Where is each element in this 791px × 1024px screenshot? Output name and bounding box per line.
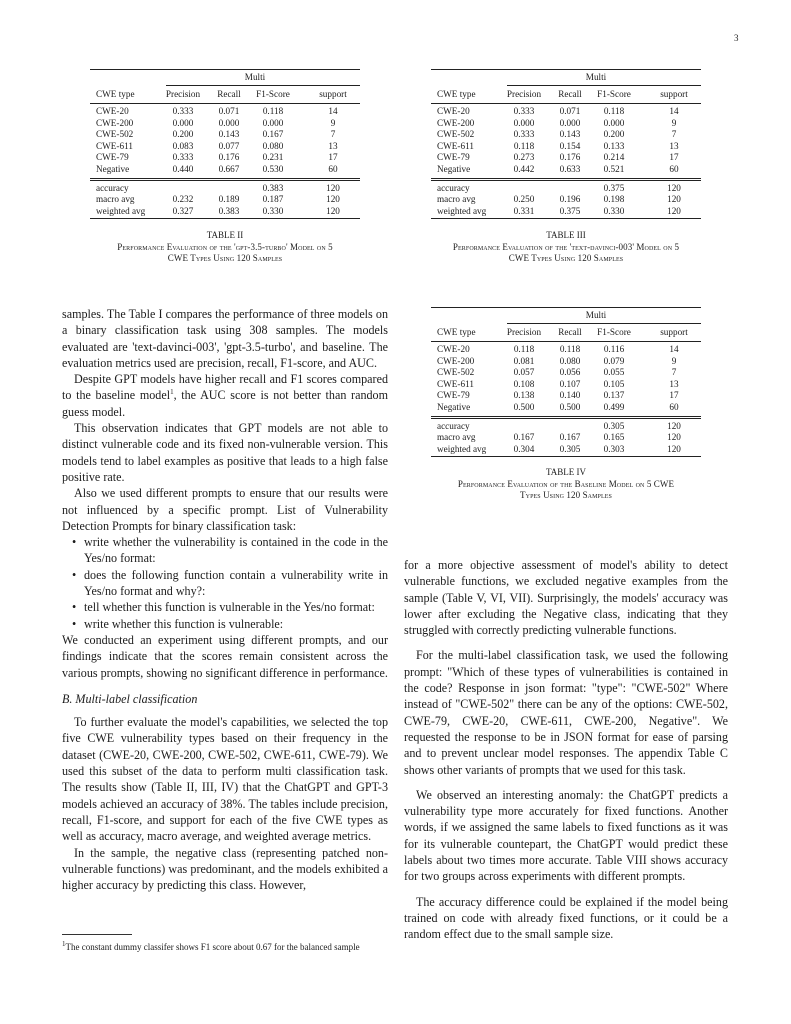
table-cell: 0.187 — [262, 194, 284, 205]
table-cell: 0.000 — [513, 117, 535, 128]
table-cell: 0.167 — [262, 129, 284, 140]
list-item: • write whether the vulnerability is contained in the code in the Yes/no format: — [84, 534, 388, 567]
paragraph: Also we used different prompts to ensure that our results were not influenced by a specific prompt. List of Vulnerability Detection Prompts for binary classification task: — [62, 486, 388, 533]
table-cell: 0.530 — [262, 164, 284, 174]
table-cell: 0.499 — [603, 402, 625, 412]
column-group-header: Multi — [585, 310, 607, 320]
table-cell: 0.080 — [262, 140, 284, 151]
caption-number: TABLE IV — [545, 467, 587, 477]
table-cell: Recall — [558, 327, 582, 337]
table-row — [431, 356, 701, 368]
table-header-row — [90, 89, 360, 101]
table-cell: 0.143 — [218, 129, 240, 140]
table-cell: 0.305 — [559, 443, 581, 454]
table-cell: 17 — [328, 152, 338, 163]
table-cell: Precision — [165, 89, 201, 99]
table-cell: 120 — [667, 420, 681, 431]
table-cell: 0.303 — [603, 443, 625, 454]
row-label: CWE-200 — [437, 355, 475, 366]
table-cell: 0.138 — [513, 390, 535, 401]
row-label: CWE-502 — [96, 129, 134, 140]
table-cell: 0.057 — [513, 367, 535, 378]
row-label: CWE-611 — [437, 140, 474, 151]
paragraph: For the multi-label classification task, we used the following prompt: "Which of these types of vulnerabilities is contained in the code? Response in json format: "type": "CWE-502" Where instead of "CWE-502" there can be any of the options: CWE-502, CWE-79, CWE-20, CWE-611, CWE-200, Negative". We requested the response to be in JSON format for ease of parsing and to prevent unclear model responses. The appendix Table C shows other variants of prompts that we used for this task. — [404, 648, 728, 777]
table-cell: 0.333 — [513, 106, 535, 116]
summary-row — [431, 194, 701, 206]
summary-rule — [431, 180, 701, 181]
table-bottom-rule — [90, 218, 360, 219]
table-header-row — [431, 327, 701, 339]
table-cell: 120 — [326, 205, 340, 216]
table-ii-caption — [60, 230, 390, 265]
table-cell: 0.250 — [513, 194, 535, 205]
prompt-list — [62, 534, 388, 632]
table-iii-caption — [401, 230, 731, 265]
table-cell: 60 — [328, 164, 338, 174]
row-label: CWE-200 — [96, 117, 134, 128]
paragraph: The accuracy difference could be explained if the model being trained on code with already fixed functions, or it could be a random effect due to the small sample size. — [404, 894, 728, 942]
table-cell: 0.143 — [559, 129, 581, 140]
summary-row — [431, 432, 701, 444]
table-cell: 0.330 — [603, 205, 625, 216]
table-cell: 0.333 — [172, 152, 194, 163]
table-cell: Recall — [558, 89, 582, 99]
table-cell: 0.333 — [513, 129, 535, 140]
group-rule — [507, 85, 701, 86]
table-cell: 0.327 — [172, 205, 194, 216]
row-label: CWE-79 — [437, 152, 470, 163]
table-cell: 0.081 — [513, 355, 535, 366]
table-row — [90, 152, 360, 164]
summary-row — [431, 421, 701, 433]
table-cell: 0.442 — [513, 164, 535, 174]
table-cell: 0.077 — [218, 140, 240, 151]
table-row — [90, 141, 360, 153]
summary-row — [90, 194, 360, 206]
table-cell: 0.056 — [559, 367, 581, 378]
table-cell: 120 — [326, 194, 340, 205]
row-label: CWE type — [96, 89, 135, 99]
table-cell: 0.383 — [262, 182, 284, 193]
row-label: macro avg — [437, 194, 476, 205]
table-row — [90, 106, 360, 118]
table-iii — [431, 69, 701, 224]
table-cell: 0.200 — [603, 129, 625, 140]
table-cell: 0.118 — [513, 140, 535, 151]
table-cell: 17 — [669, 390, 679, 401]
table-cell: 0.176 — [218, 152, 240, 163]
table-cell: 120 — [667, 182, 681, 193]
table-cell: 0.167 — [559, 432, 581, 443]
table-cell: 0.083 — [172, 140, 194, 151]
paragraph: In the sample, the negative class (representing patched non-vulnerable functions) was predominant, and the models exhibited a higher accuracy by predicting this class. However, — [62, 845, 388, 893]
table-cell: F1-Score — [597, 327, 631, 337]
table-top-rule — [431, 69, 701, 70]
table-row — [431, 129, 701, 141]
table-row — [431, 118, 701, 130]
table-cell: 0.071 — [559, 106, 581, 116]
table-cell: 0.118 — [513, 344, 535, 354]
table-cell: 0.116 — [603, 344, 625, 354]
table-cell: 0.167 — [513, 432, 535, 443]
table-top-rule — [90, 69, 360, 70]
caption-number: TABLE II — [206, 230, 244, 240]
table-cell: 120 — [326, 182, 340, 193]
table-cell: 0.331 — [513, 205, 535, 216]
summary-row — [431, 444, 701, 456]
table-cell: 0.000 — [172, 117, 194, 128]
table-cell: 0.330 — [262, 205, 284, 216]
table-cell: 0.071 — [218, 106, 240, 116]
summary-rule — [90, 178, 360, 179]
table-cell: 0.107 — [559, 378, 581, 389]
table-iv — [431, 307, 701, 462]
header-rule — [431, 341, 701, 342]
group-rule — [166, 85, 360, 86]
row-label: macro avg — [437, 432, 476, 443]
table-cell: 13 — [328, 140, 338, 151]
paragraph: We conducted an experiment using different prompts, and our findings indicate that the scores remain consistent across the various prompts, showing no significant difference in performance. — [62, 632, 388, 680]
table-header-row — [431, 89, 701, 101]
table-cell: 14 — [328, 106, 338, 116]
summary-row — [431, 206, 701, 218]
table-cell: 0.079 — [603, 355, 625, 366]
table-cell: 9 — [671, 117, 677, 128]
table-cell: 0.500 — [559, 402, 581, 412]
left-column — [62, 306, 388, 893]
table-cell: 0.305 — [603, 420, 625, 431]
caption-text: Performance Evaluation of the 'text-davinci-003' Model on 5 — [452, 241, 680, 252]
paragraph: for a more objective assessment of model's ability to detect vulnerable functions, we excluded negative examples from the sample (Table V, VI, VII). Surprisingly, the models' accuracy was lower after excluding the Negative class, indicating that they struggled with correctly predicting vulnerable functions. — [404, 558, 728, 638]
table-cell: 0.137 — [603, 390, 625, 401]
table-cell: 0.055 — [603, 367, 625, 378]
row-label: accuracy — [437, 420, 470, 431]
table-cell: 0.000 — [603, 117, 625, 128]
table-iv-caption — [401, 467, 731, 502]
row-label: CWE-502 — [437, 129, 475, 140]
table-ii — [90, 69, 360, 224]
section-heading: B. Multi-label classification — [62, 691, 198, 706]
table-cell: 0.118 — [262, 106, 284, 116]
row-label: Negative — [437, 402, 471, 412]
row-label: CWE-20 — [96, 106, 129, 116]
table-row — [431, 344, 701, 356]
footnote: $^1$The constant dummy classifer shows F1 score about 0.67 for the balanced sample — [62, 940, 360, 952]
row-label: CWE-611 — [96, 140, 133, 151]
table-cell: Precision — [506, 327, 542, 337]
paragraph: samples. The Table I compares the performance of three models on a binary classification task using 308 samples. The models evaluated are 'text-davinci-003', 'gpt-3.5-turbo', and baseline. The evaluation metrics used are precision, recall, F1-score, and AUC. — [62, 307, 388, 370]
row-label: accuracy — [96, 182, 129, 193]
summary-rule — [90, 180, 360, 181]
row-label: CWE-611 — [437, 378, 474, 389]
table-cell: F1-Score — [256, 89, 290, 99]
table-cell: 9 — [330, 117, 336, 128]
caption-text: Performance Evaluation of the Baseline Model on 5 CWE — [457, 478, 675, 489]
table-cell: 0.333 — [172, 106, 194, 116]
footnote-marker: 1 — [170, 388, 174, 397]
table-cell: Precision — [506, 89, 542, 99]
row-label: CWE-20 — [437, 106, 470, 116]
table-cell: 120 — [667, 443, 681, 454]
table-cell: 0.000 — [218, 117, 240, 128]
table-cell: 7 — [671, 367, 677, 378]
table-row — [90, 164, 360, 176]
list-item: • write whether this function is vulnerable: — [84, 616, 388, 632]
row-label: CWE-502 — [437, 367, 475, 378]
row-label: macro avg — [96, 194, 135, 205]
paragraph: Despite GPT models have higher recall and F1 scores compared to the baseline model$^1$, the AUC score is not better than random guess model. — [62, 372, 388, 419]
summary-rule — [431, 178, 701, 179]
table-cell: 0.000 — [262, 117, 284, 128]
table-cell: 60 — [669, 164, 679, 174]
header-rule — [90, 103, 360, 104]
paragraph: To further evaluate the model's capabilities, we selected the top five CWE vulnerability types based on their frequency in the dataset (CWE-20, CWE-200, CWE-502, CWE-611, CWE-79). We used this subset of the data to perform multi classification task. The results show (Table II, III, IV) that the ChatGPT and GPT-3 models achieved an accuracy of 38%. The tables include precision, recall, F1-score, and support for each of the five CWE types as well as accuracy, macro average, and weighted average metrics. — [62, 715, 388, 844]
table-cell: 0.133 — [603, 140, 625, 151]
summary-row — [90, 183, 360, 195]
table-cell: Recall — [217, 89, 241, 99]
table-row — [431, 152, 701, 164]
table-cell: 0.200 — [172, 129, 194, 140]
row-label: accuracy — [437, 182, 470, 193]
table-cell: 0.440 — [172, 164, 194, 174]
column-group-header: Multi — [585, 72, 607, 82]
table-row — [431, 379, 701, 391]
row-label: CWE-200 — [437, 117, 475, 128]
table-cell: 7 — [330, 129, 336, 140]
row-label: Negative — [437, 164, 471, 174]
table-cell: 120 — [667, 194, 681, 205]
table-cell: 0.198 — [603, 194, 625, 205]
caption-number: TABLE III — [546, 230, 586, 240]
table-cell: 0.232 — [172, 194, 194, 205]
table-cell: 0.000 — [559, 117, 581, 128]
caption-text: CWE Types Using 120 Samples — [508, 253, 624, 263]
row-label: Negative — [96, 164, 130, 174]
table-cell: 7 — [671, 129, 677, 140]
table-cell: support — [660, 327, 688, 337]
table-cell: support — [319, 89, 347, 99]
caption-text: Performance Evaluation of the 'gpt-3.5-turbo' Model on 5 — [117, 241, 333, 252]
table-cell: 0.521 — [603, 164, 625, 174]
row-label: CWE type — [437, 89, 476, 99]
table-cell: 0.273 — [513, 152, 535, 163]
list-item: • does the following function contain a vulnerability write in Yes/no format and why?: — [84, 567, 388, 600]
table-cell: 0.500 — [513, 402, 535, 412]
row-label: CWE-20 — [437, 344, 470, 354]
table-row — [431, 164, 701, 176]
table-cell: 0.231 — [262, 152, 284, 163]
row-label: weighted avg — [437, 443, 487, 454]
summary-rule — [431, 416, 701, 417]
row-label: CWE-79 — [437, 390, 470, 401]
table-cell: F1-Score — [597, 89, 631, 99]
table-cell: 0.118 — [603, 106, 625, 116]
table-cell: 13 — [669, 140, 679, 151]
table-cell: 0.176 — [559, 152, 581, 163]
table-cell: 9 — [671, 355, 677, 366]
table-cell: 0.196 — [559, 194, 581, 205]
column-group-header: Multi — [244, 72, 266, 82]
right-column — [404, 557, 728, 943]
table-cell: 0.154 — [559, 140, 581, 151]
table-cell: support — [660, 89, 688, 99]
table-cell: 0.383 — [218, 205, 240, 216]
list-item: • tell whether this function is vulnerable in the Yes/no format: — [84, 599, 388, 615]
table-cell: 0.118 — [559, 344, 581, 354]
table-cell: 0.667 — [218, 164, 240, 174]
group-rule — [507, 323, 701, 324]
caption-text: Types Using 120 Samples — [520, 490, 612, 500]
row-label: CWE type — [437, 327, 476, 337]
table-cell: 13 — [669, 378, 679, 389]
table-cell: 0.105 — [603, 378, 625, 389]
table-cell: 0.633 — [559, 164, 581, 174]
table-cell: 0.304 — [513, 443, 535, 454]
table-cell: 0.214 — [603, 152, 625, 163]
page-number: 3 — [734, 33, 739, 43]
table-cell: 0.375 — [603, 182, 625, 193]
table-cell: 14 — [669, 344, 679, 354]
table-bottom-rule — [431, 456, 701, 457]
row-label: weighted avg — [96, 205, 146, 216]
table-row — [431, 390, 701, 402]
table-cell: 120 — [667, 205, 681, 216]
table-row — [431, 367, 701, 379]
table-cell: 0.165 — [603, 432, 625, 443]
table-bottom-rule — [431, 218, 701, 219]
table-cell: 14 — [669, 106, 679, 116]
footnote-rule — [62, 934, 132, 935]
table-row — [90, 129, 360, 141]
paragraph: We observed an interesting anomaly: the ChatGPT predicts a vulnerability type more accurately for fixed functions. Another words, if we assigned the same labels to fixed functions as it was for its vulnerable countepart, the ChatGPT would predict these labels about two times more accurate. Table VIII shows accuracy for two groups across experiments with different prompts. — [404, 787, 728, 884]
table-cell: 60 — [669, 402, 679, 412]
paragraph: This observation indicates that GPT models are not able to distinct vulnerable code and its fixed non-vulnerable version. This models tend to label examples as positive that leads to a high false positive rate. — [62, 421, 388, 484]
summary-row — [431, 183, 701, 195]
caption-text: CWE Types Using 120 Samples — [167, 253, 283, 263]
row-label: weighted avg — [437, 205, 487, 216]
summary-row — [90, 206, 360, 218]
header-rule — [431, 103, 701, 104]
table-row — [90, 118, 360, 130]
table-cell: 0.189 — [218, 194, 240, 205]
table-row — [431, 402, 701, 414]
table-cell: 0.140 — [559, 390, 581, 401]
table-cell: 0.080 — [559, 355, 581, 366]
table-top-rule — [431, 307, 701, 308]
table-cell: 17 — [669, 152, 679, 163]
table-cell: 0.108 — [513, 378, 535, 389]
summary-rule — [431, 418, 701, 419]
table-row — [431, 106, 701, 118]
table-row — [431, 141, 701, 153]
row-label: CWE-79 — [96, 152, 129, 163]
table-cell: 120 — [667, 432, 681, 443]
table-cell: 0.375 — [559, 205, 581, 216]
